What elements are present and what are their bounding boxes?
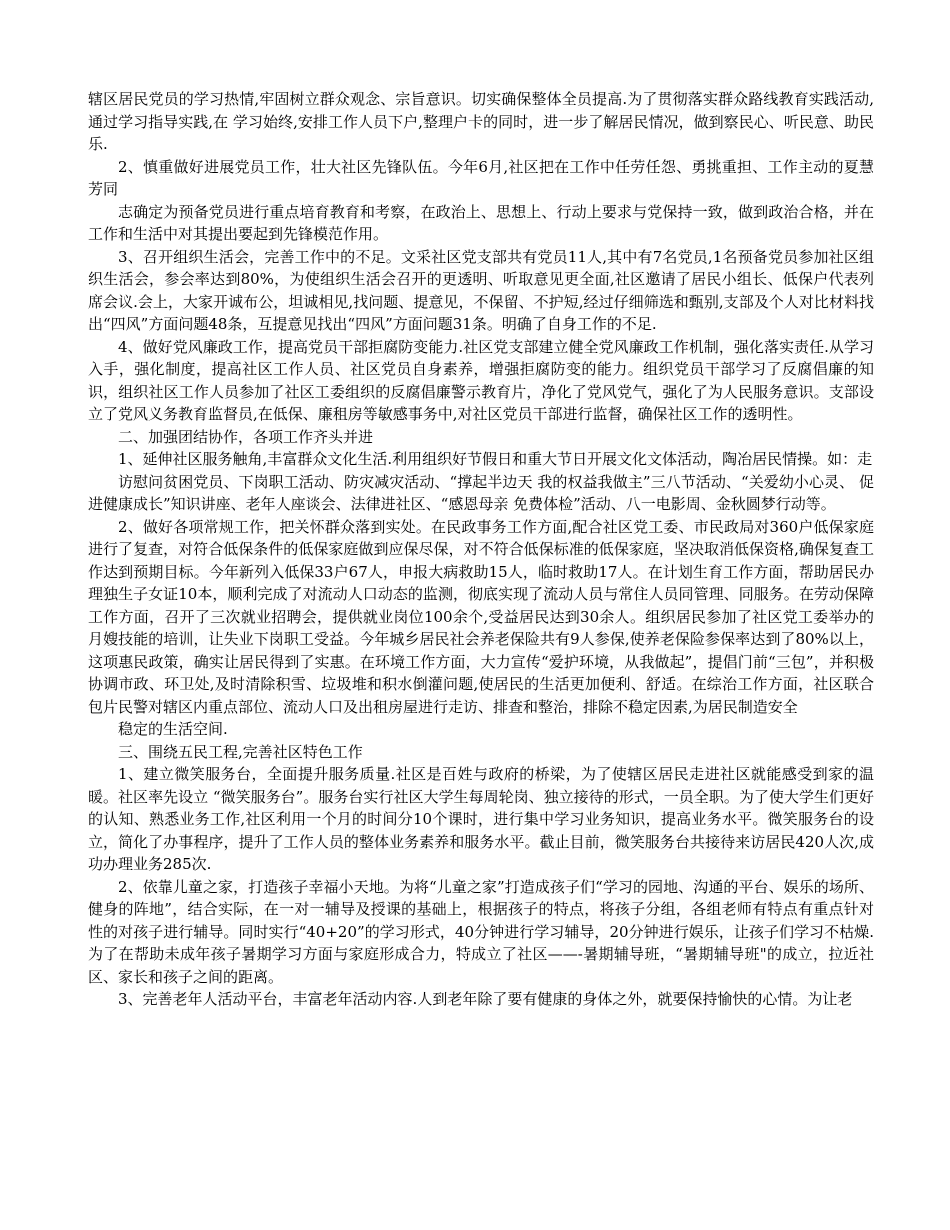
section-heading-3: 三、围绕五民工程,完善社区特色工作: [118, 742, 363, 761]
paragraph-intro-continued: 辖区居民党员的学习热情,牢固树立群众观念、宗旨意识。切实确保整体全员提高.为了贯彻落实群众路线教育实践活动,通过学习指导实践,在 学习始终,安排工作人员下户,整理户卡的同时，进一步了解居民情况，做到察民心、听民意、助民乐.: [88, 90, 874, 153]
paragraph-item-2-party-development: 2、慎重做好进展党员工作，壮大社区先锋队伍。今年6月,社区把在工作中任劳任怨、勇挑重担、工作主动的夏慧芳同: [88, 157, 874, 198]
paragraph-section2-item-2-continued: 稳定的生活空间.: [118, 720, 228, 738]
paragraph-section3-item-3: 3、完善老年人活动平台，丰富老年活动内容.人到老年除了要有健康的身体之外，就要保持愉快的心情。为让老: [118, 990, 853, 1008]
paragraph-item-2-continued: 志确定为预备党员进行重点培育教育和考察，在政治上、思想上、行动上要求与党保持一致，做到政治合格，并在工作和生活中对其提出要起到先锋模范作用。: [88, 202, 874, 243]
paragraph-section2-item-1-continued: 访慰问贫困党员、下岗职工活动、防灾减灾活动、“撑起半边天 我的权益我做主”三八节活动、“关爱幼小心灵、 促进健康成长”知识讲座、老年人座谈会、法律进社区、“感恩母亲 免费体检”活动、八一电影周、金秋圆梦行动等。: [88, 472, 874, 513]
document-page: [88, 88, 874, 1011]
paragraph-section3-item-1: 1、建立微笑服务台，全面提升服务质量.社区是百姓与政府的桥梁，为了使辖区居民走进社区就能感受到家的温暖。社区率先设立 “微笑服务台”。服务台实行社区大学生每周轮岗、独立接待的形式，一员全职。为了使大学生们更好的认知、熟悉业务工作,社区利用一个月的时间分10个课时，进行集中学习业务知识，提高业务水平。微笑服务台的设立，简化了办事程序，提升了工作人员的整体业务素养和服务水平。截止目前，微笑服务台共接待来访居民420人次,成功办理业务285次.: [88, 765, 874, 873]
paragraph-section2-item-2: 2、做好各项常规工作，把关怀群众落到实处。在民政事务工作方面,配合社区党工委、市民政局对360户低保家庭进行了复查，对符合低保条件的低保家庭做到应保尽保，对不符合低保标准的低保家庭，坚决取消低保资格,确保复查工作达到预期目标。今年新列入低保33户67人，申报大病救助15人，临时救助17人。在计划生育工作方面，帮助居民办理独生子女证10本，顺利完成了对流动人口动态的监测，彻底实现了流动人员与常住人员同管理、同服务。在劳动保障工作方面，召开了三次就业招聘会，提供就业岗位100余个,受益居民达到30余人。组织居民参加了社区党工委举办的月嫂技能的培训，让失业下岗职工受益。今年城乡居民社会养老保险共有9人参保,使养老保险参保率达到了80%以上，这项惠民政策，确实让居民得到了实惠。在环境工作方面，大力宣传“爱护环境，从我做起”，提倡门前“三包”，并积极协调市政、环卫处,及时清除积雪、垃圾堆和积水倒灌问题,使居民的生活更加便利、舒适。在综治工作方面，社区联合包片民警对辖区内重点部位、流动人口及出租房屋进行走访、排查和整治，排除不稳定因素,为居民制造安全: [88, 517, 874, 716]
paragraph-item-3-organization-meeting: 3、召开组织生活会，完善工作中的不足。文采社区党支部共有党员11人,其中有7名党员,1名预备党员参加社区组织生活会，参会率达到80%，为使组织生活会召开的更透明、听取意见更全面,社区邀请了居民小组长、低保户代表列席会议.会上，大家开诚布公，坦诚相见,找问题、提意见，不保留、不护短,经过仔细筛选和甄别,支部及个人对比材料找出“四风”方面问题48条，互提意见找出“四风”方面问题31条。明确了自身工作的不足.: [88, 247, 874, 333]
section-heading-2: 二、加强团结协作，各项工作齐头并进: [118, 427, 374, 446]
paragraph-section3-item-2: 2、依靠儿童之家，打造孩子幸福小天地。为将“儿童之家”打造成孩子们“学习的园地、沟通的平台、娱乐的场所、健身的阵地”，结合实际，在一对一辅导及授课的基础上，根据孩子的特点，将孩子分组，各组老师有特点有重点针对性的对孩子进行辅导。同时实行“40+20”的学习形式，40分钟进行学习辅导，20分钟进行娱乐，让孩子们学习不枯燥.为了在帮助未成年孩子暑期学习方面与家庭形成合力，特成立了社区——-暑期辅导班，“暑期辅导班"的成立，拉近社区、家长和孩子之间的距离。: [88, 877, 874, 986]
paragraph-item-4-anti-corruption: 4、做好党风廉政工作，提高党员干部拒腐防变能力.社区党支部建立健全党风廉政工作机制，强化落实责任.从学习入手，强化制度，提高社区工作人员、社区党员自身素养，增强拒腐防变的能力。组织党员干部学习了反腐倡廉的知识，组织社区工作人员参加了社区工委组织的反腐倡廉警示教育片，净化了党风党气，强化了为人民服务意识。支部设立了党风义务教育监督员,在低保、廉租房等敏感事务中,对社区党员干部进行监督，确保社区工作的透明性。: [88, 337, 874, 423]
paragraph-section2-item-1: 1、延伸社区服务触角,丰富群众文化生活.利用组织好节假日和重大节日开展文化文体活动，陶冶居民情操。如：走: [118, 450, 873, 468]
